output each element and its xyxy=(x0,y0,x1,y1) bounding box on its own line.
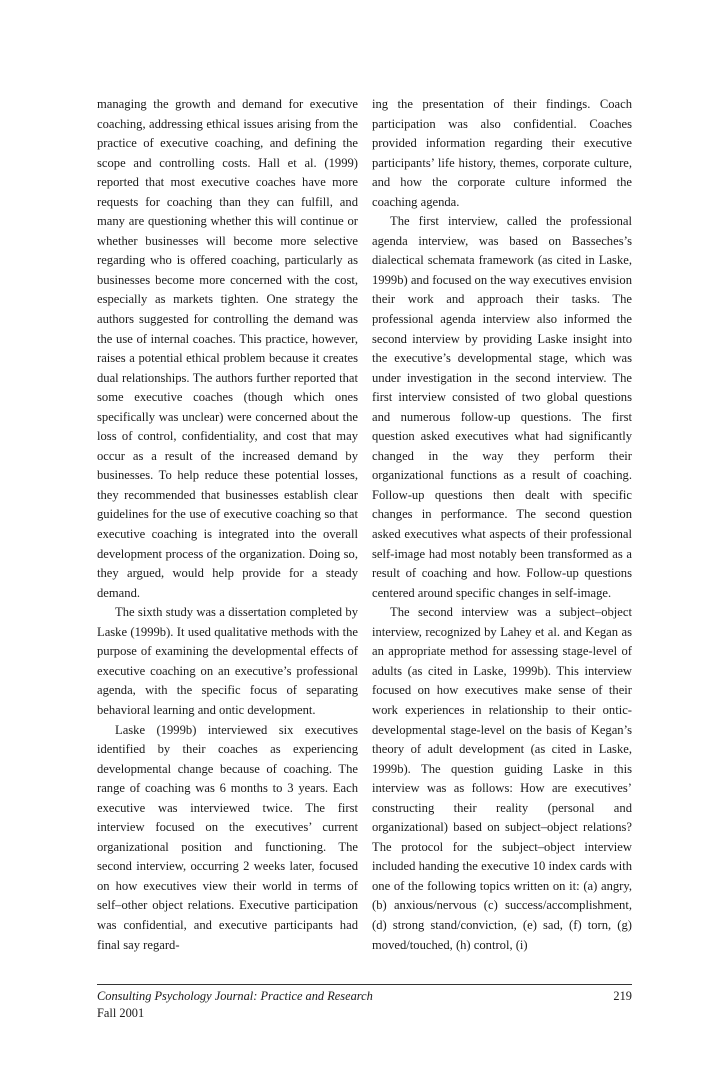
page-number: 219 xyxy=(613,989,632,1003)
footer-divider xyxy=(97,984,632,985)
paragraph: ing the presentation of their findings. Coach participation was also confidential. Coaches provided information regarding their executive participants’ life history, themes, corporate culture, and how the corporate culture informed the coaching agenda. xyxy=(372,97,632,209)
paragraph: The sixth study was a dissertation completed by Laske (1999b). It used qualitative methods with the purpose of examining the developmental effects of executive coaching on an executive’s professional agenda, with the specific focus of separating behavioral learning and ontic development. xyxy=(97,605,358,717)
footer-issue-date: Fall 2001 xyxy=(97,1006,145,1020)
paragraph: managing the growth and demand for executive coaching, addressing ethical issues arising from the practice of executive coaching, and defining the scope and controlling costs. Hall et al. (1999) reported that most executive coaches have more requests for coaching than they can fulfill, and many are questioning whether this will continue or whether businesses will become more selective regarding who is offered coaching, particularly as businesses become more concerned with the cost, especially as markets tighten. One strategy the authors suggested for controlling the demand was the use of internal coaches. This practice, however, raises a potential ethical problem because it creates dual relationships. The authors further reported that some executive coaches (though which ones specifically was unclear) were concerned about the loss of control, confidentiality, and cost that may occur as a result of the increased demand by businesses. To help reduce these potential losses, they recommended that businesses establish clear guidelines for the use of executive coaching so that executive coaching is integrated into the overall development process of the organization. Doing so, they argued, would help provide for a steady demand. xyxy=(97,97,358,600)
paragraph: The first interview, called the professional agenda interview, was based on Basseches’s dialectical schemata framework (as cited in Laske, 1999b) and focused on the way executives envision their work and approach their tasks. The professional agenda interview also informed the second interview by providing Laske insight into the executive’s developmental stage, which was under investigation in the second interview. The first interview consisted of two global questions and numerous follow-up questions. The first question asked executives what had significantly changed in the way they perform their organizational functions as a result of coaching. Follow-up questions then dealt with specific changes in performance. The second question asked executives what aspects of their professional self-image had most notably been transformed as a result of coaching and how. Follow-up questions centered around specific changes in self-image. xyxy=(372,214,632,600)
right-text-column xyxy=(372,95,632,955)
paragraph: The second interview was a subject–object interview, recognized by Lahey et al. and Kegan as an appropriate method for assessing stage-level of adults (as cited in Laske, 1999b). This interview focused on how executives make sense of their work experiences in relationship to their ontic-developmental stage-level on the basis of Kegan’s theory of adult development (as cited in Laske, 1999b). The question guiding Laske in this interview was as follows: How are executives’ constructing their reality (personal and organizational) based on subject–object relations? The protocol for the subject–object interview included handing the executive 10 index cards with one of the following topics written on it: (a) angry, (b) anxious/nervous (c) success/accomplishment, (d) strong stand/conviction, (e) sad, (f) torn, (g) moved/touched, (h) control, (i) xyxy=(372,605,632,952)
left-text-column xyxy=(97,95,358,955)
footer-journal-title: Consulting Psychology Journal: Practice and Research xyxy=(97,989,373,1003)
paragraph: Laske (1999b) interviewed six executives identified by their coaches as experiencing developmental change because of coaching. The range of coaching was 6 months to 3 years. Each executive was interviewed twice. The first interview focused on the executives’ current organizational position and functioning. The second interview, occurring 2 weeks later, focused on how executives view their world in terms of self–other object relations. Executive participation was confidential, and executive participants had final say regard- xyxy=(97,722,358,952)
